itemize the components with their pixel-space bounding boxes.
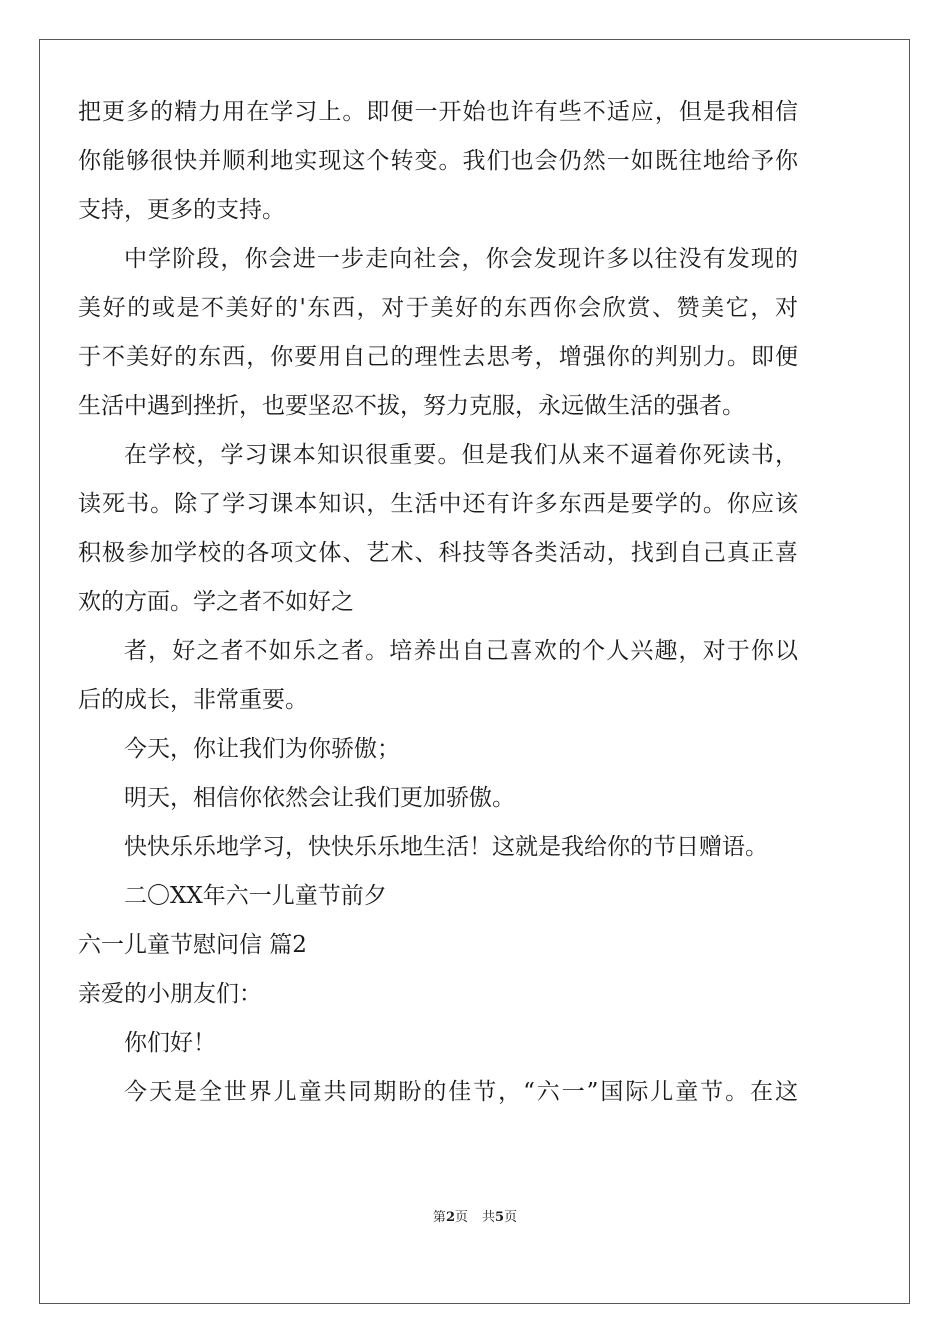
text-line: 今天是全世界儿童共同期盼的佳节，“六一”国际儿童节。在这 [124,1079,798,1105]
section-heading: 六一儿童节慰问信 篇2 [78,932,307,958]
salutation: 亲爱的小朋友们： [78,981,262,1007]
text-line: 欢的方面。学之者不如好之 [78,589,354,615]
document-body [78,88,798,1117]
text-line: 者，好之者不如乐之者。培养出自己喜欢的个人兴趣，对于你以 [124,638,798,664]
footer-total-prefix: 共 [482,1210,496,1225]
footer-total-number: 5 [495,1210,505,1225]
footer-page-prefix: 第 [432,1210,446,1225]
date-line: 二〇XX年六一儿童节前夕 [124,883,387,909]
text-line: 把更多的精力用在学习上。即便一开始也许有些不适应，但是我相信 [78,99,798,125]
text-line: 你能够很快并顺利地实现这个转变。我们也会仍然一如既往地给予你 [78,148,798,174]
greeting: 你们好！ [124,1030,216,1056]
text-line: 后的成长，非常重要。 [78,687,308,713]
text-line: 中学阶段，你会进一步走向社会，你会发现许多以往没有发现的 [124,246,798,272]
footer-page-number: 2 [445,1210,455,1225]
text-line: 今天，你让我们为你骄傲； [124,736,400,762]
text-line: 快快乐乐地学习，快快乐乐地生活！这就是我给你的节日赠语。 [124,834,768,860]
text-line: 积极参加学校的各项文体、艺术、科技等各类活动，找到自己真正喜 [78,540,798,566]
text-line: 在学校，学习课本知识很重要。但是我们从来不逼着你死读书， [124,442,798,468]
text-line: 美好的或是不美好的'东西，对于美好的东西你会欣赏、赞美它，对 [78,295,798,321]
footer-total-suffix: 页 [504,1210,518,1225]
text-line: 明天，相信你依然会让我们更加骄傲。 [124,785,515,811]
text-line: 读死书。除了学习课本知识，生活中还有许多东西是要学的。你应该 [78,491,798,517]
footer-page-suffix: 页 [454,1210,468,1225]
text-line: 于不美好的东西，你要用自己的理性去思考，增强你的判别力。即便 [78,344,798,370]
text-line: 生活中遇到挫折，也要坚忍不拔，努力克服，永远做生活的强者。 [78,393,745,419]
page-footer [0,1206,950,1225]
text-line: 支持，更多的支持。 [78,197,285,223]
